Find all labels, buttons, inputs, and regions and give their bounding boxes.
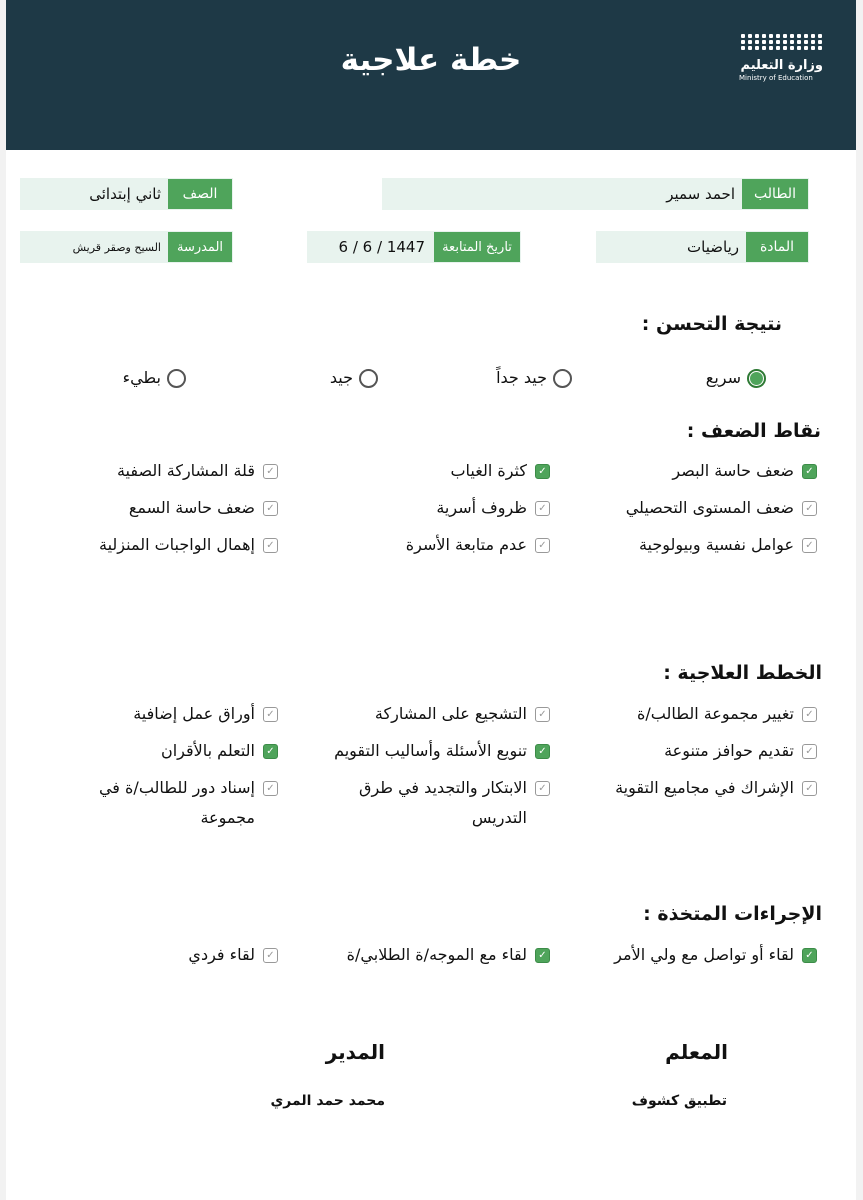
checkbox-icon[interactable]: ✓: [802, 538, 817, 553]
plan-item[interactable]: ✓ الابتكار والتجديد في طرق التدريس: [325, 773, 550, 833]
plan-item[interactable]: ✓ الإشراك في مجاميع التقوية: [615, 773, 817, 803]
principal-title: المدير: [325, 1040, 385, 1064]
ministry-logo: [739, 34, 823, 98]
improvement-option-very-good[interactable]: جيد جداً: [496, 363, 572, 393]
plan-item[interactable]: ✓ تنويع الأسئلة وأساليب التقويم: [334, 736, 550, 766]
subject-label: المادة: [746, 232, 808, 262]
improvement-option-fast[interactable]: سريع: [706, 363, 766, 393]
logo-dots-icon: [741, 34, 823, 50]
action-item[interactable]: ✓ لقاء أو تواصل مع ولي الأمر: [614, 940, 817, 970]
plan-item[interactable]: ✓ تقديم حوافز متنوعة: [664, 736, 817, 766]
radio-icon[interactable]: [359, 369, 378, 388]
checkbox-checked-icon[interactable]: ✓: [263, 744, 278, 759]
school-field: [20, 231, 233, 263]
actions-title: الإجراءات المتخذة :: [643, 903, 822, 925]
weakness-item[interactable]: ✓ عدم متابعة الأسرة: [406, 530, 550, 560]
radio-icon[interactable]: [553, 369, 572, 388]
weakness-item[interactable]: ✓ ظروف أسرية: [436, 493, 550, 523]
improvement-option-slow[interactable]: بطيء: [123, 363, 186, 393]
date-field: [307, 231, 521, 263]
checkbox-icon[interactable]: ✓: [263, 501, 278, 516]
checkbox-icon[interactable]: ✓: [535, 538, 550, 553]
logo-english-text: Ministry of Education: [739, 74, 813, 82]
checkbox-icon[interactable]: ✓: [535, 501, 550, 516]
plan-item[interactable]: ✓ تغيير مجموعة الطالب/ة: [637, 699, 817, 729]
weaknesses-title: نقاط الضعف :: [686, 420, 821, 442]
student-label: الطالب: [742, 179, 808, 209]
header-banner: [6, 0, 856, 150]
checkbox-checked-icon[interactable]: ✓: [535, 948, 550, 963]
plan-item[interactable]: ✓ التشجيع على المشاركة: [375, 699, 550, 729]
plan-item[interactable]: ✓ التعلم بالأقران: [161, 736, 278, 766]
weakness-item[interactable]: ✓ عوامل نفسية وبيولوجية: [639, 530, 817, 560]
weakness-item[interactable]: ✓ ضعف حاسة البصر: [672, 456, 817, 486]
weakness-item[interactable]: ✓ ضعف المستوى التحصيلي: [626, 493, 817, 523]
student-value: احمد سمير: [666, 185, 735, 203]
checkbox-icon[interactable]: ✓: [263, 538, 278, 553]
grade-value: ثاني إبتدائى: [89, 185, 161, 203]
school-label: المدرسة: [168, 232, 232, 262]
weakness-item[interactable]: ✓ قلة المشاركة الصفية: [117, 456, 278, 486]
checkbox-checked-icon[interactable]: ✓: [802, 948, 817, 963]
checkbox-icon[interactable]: ✓: [263, 781, 278, 796]
student-field: [382, 178, 809, 210]
radio-icon[interactable]: [167, 369, 186, 388]
checkbox-icon[interactable]: ✓: [802, 707, 817, 722]
checkbox-checked-icon[interactable]: ✓: [802, 464, 817, 479]
checkbox-icon[interactable]: ✓: [263, 707, 278, 722]
checkbox-icon[interactable]: ✓: [263, 464, 278, 479]
date-value: 6 / 6 / 1447: [338, 238, 425, 256]
page-title: خطة علاجية: [340, 42, 522, 78]
weakness-item[interactable]: ✓ إهمال الواجبات المنزلية: [99, 530, 278, 560]
plan-item[interactable]: ✓ إسناد دور للطالب/ة في مجموعة: [68, 773, 278, 833]
checkbox-checked-icon[interactable]: ✓: [535, 464, 550, 479]
principal-name: محمد حمد المري: [270, 1093, 385, 1109]
teacher-name: تطبيق كشوف: [631, 1093, 727, 1109]
improvement-option-good[interactable]: جيد: [330, 363, 378, 393]
weakness-item[interactable]: ✓ كثرة الغياب: [450, 456, 550, 486]
date-label: تاريخ المتابعة: [434, 232, 520, 262]
plans-title: الخطط العلاجية :: [663, 662, 822, 684]
checkbox-icon[interactable]: ✓: [263, 948, 278, 963]
weakness-item[interactable]: ✓ ضعف حاسة السمع: [129, 493, 278, 523]
subject-value: رياضيات: [687, 238, 739, 256]
improvement-title: نتيجة التحسن :: [641, 313, 782, 335]
teacher-title: المعلم: [665, 1040, 728, 1064]
action-item[interactable]: ✓ لقاء فردي: [188, 940, 278, 970]
checkbox-icon[interactable]: ✓: [535, 781, 550, 796]
checkbox-icon[interactable]: ✓: [802, 744, 817, 759]
checkbox-icon[interactable]: ✓: [802, 781, 817, 796]
grade-field: [20, 178, 233, 210]
grade-label: الصف: [168, 179, 232, 209]
checkbox-icon[interactable]: ✓: [535, 707, 550, 722]
school-value: السيح وصقر قريش: [72, 240, 161, 254]
action-item[interactable]: ✓ لقاء مع الموجه/ة الطلابي/ة: [347, 940, 550, 970]
plan-item[interactable]: ✓ أوراق عمل إضافية: [133, 699, 278, 729]
subject-field: [596, 231, 809, 263]
logo-arabic-text: وزارة التعليم: [740, 58, 823, 73]
checkbox-checked-icon[interactable]: ✓: [535, 744, 550, 759]
radio-selected-icon[interactable]: [747, 369, 766, 388]
document-page: [6, 0, 856, 1200]
checkbox-icon[interactable]: ✓: [802, 501, 817, 516]
